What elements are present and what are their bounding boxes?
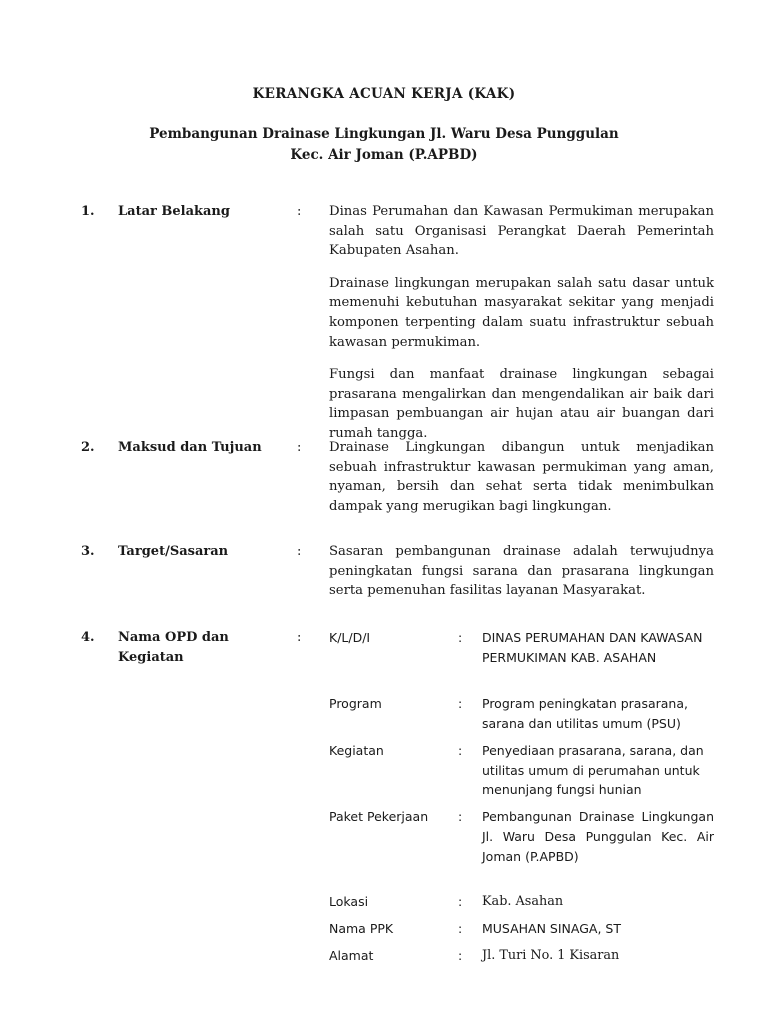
detail-value-program: Program peningkatan prasarana, sarana dan utilitas umum (PSU) bbox=[482, 696, 688, 731]
detail-label-alamat: Alamat bbox=[329, 948, 374, 963]
subtitle-line-2: Kec. Air Joman (P.APBD) bbox=[290, 147, 478, 163]
section-colon: : bbox=[297, 204, 302, 219]
detail-value-paket-pekerjaan: Pembangunan Drainase Lingkungan Jl. Waru Desa Punggulan Kec. Air Joman (P.APBD) bbox=[482, 809, 714, 864]
detail-colon: : bbox=[458, 696, 463, 711]
section-number: 4. bbox=[81, 630, 95, 645]
paragraph: Sasaran pembangunan drainase adalah terwujudnya peningkatan fungsi sarana dan prasarana lingkungan serta pemenuhan fasilitas layanan Masyarakat. bbox=[329, 544, 714, 599]
detail-colon: : bbox=[458, 948, 463, 963]
section-number: 2. bbox=[81, 440, 95, 455]
paragraph: Drainase Lingkungan dibangun untuk menjadikan sebuah infrastruktur kawasan permukiman yang aman, nyaman, bersih dan sehat serta tidak menimbulkan dampak yang merugikan bagi lingkungan. bbox=[329, 440, 714, 514]
section-label: Maksud dan Tujuan bbox=[118, 440, 262, 455]
document-title: KERANGKA ACUAN KERJA (KAK) bbox=[252, 86, 516, 102]
detail-value-alamat: Jl. Turi No. 1 Kisaran bbox=[482, 948, 620, 963]
detail-colon: : bbox=[458, 809, 463, 824]
detail-label-nama-ppk: Nama PPK bbox=[329, 921, 394, 936]
section-colon: : bbox=[297, 440, 302, 455]
detail-label-lokasi: Lokasi bbox=[329, 894, 369, 909]
detail-label-kldi: K/L/D/I bbox=[329, 630, 371, 645]
section-colon: : bbox=[297, 544, 302, 559]
detail-value-lokasi: Kab. Asahan bbox=[482, 894, 564, 909]
detail-value-kldi: DINAS PERUMAHAN DAN KAWASAN PERMUKIMAN KAB. ASAHAN bbox=[482, 630, 703, 665]
detail-colon: : bbox=[458, 743, 463, 758]
detail-value-nama-ppk: MUSAHAN SINAGA, ST bbox=[482, 921, 621, 936]
detail-colon: : bbox=[458, 630, 463, 645]
detail-value-kegiatan: Penyediaan prasarana, sarana, dan utilitas umum di perumahan untuk menunjang fungsi hunian bbox=[482, 743, 704, 797]
section-label: Target/Sasaran bbox=[118, 544, 229, 559]
section-label-line-2: Kegiatan bbox=[118, 650, 184, 665]
section-body bbox=[329, 542, 714, 601]
subtitle-line-1: Pembangunan Drainase Lingkungan Jl. Waru Desa Punggulan bbox=[149, 126, 619, 142]
document-subtitle bbox=[0, 124, 768, 166]
detail-label-program: Program bbox=[329, 696, 382, 711]
section-colon: : bbox=[297, 630, 302, 645]
section-body bbox=[329, 202, 714, 444]
paragraph: Drainase lingkungan merupakan salah satu dasar untuk memenuhi kebutuhan masyarakat sekitar yang menjadi komponen terpenting dalam suatu infrastruktur sebuah kawasan permukiman. bbox=[329, 275, 714, 350]
detail-colon: : bbox=[458, 894, 463, 909]
section-number: 3. bbox=[81, 544, 95, 559]
section-body bbox=[329, 438, 714, 516]
section-label: Latar Belakang bbox=[118, 204, 230, 219]
section-label-line-1: Nama OPD dan bbox=[118, 630, 229, 645]
paragraph: Dinas Perumahan dan Kawasan Permukiman merupakan salah satu Organisasi Perangkat Daerah Pemerintah Kabupaten Asahan. bbox=[329, 204, 714, 259]
section-number: 1. bbox=[81, 204, 95, 219]
detail-label-kegiatan: Kegiatan bbox=[329, 743, 384, 758]
paragraph: Fungsi dan manfaat drainase lingkungan sebagai prasarana mengalirkan dan mengendalikan air baik dari limpasan pembuangan air hujan atau air buangan dari rumah tangga. bbox=[329, 367, 714, 441]
detail-label-paket-pekerjaan: Paket Pekerjaan bbox=[329, 809, 429, 824]
section-label bbox=[118, 628, 288, 668]
detail-colon: : bbox=[458, 921, 463, 936]
